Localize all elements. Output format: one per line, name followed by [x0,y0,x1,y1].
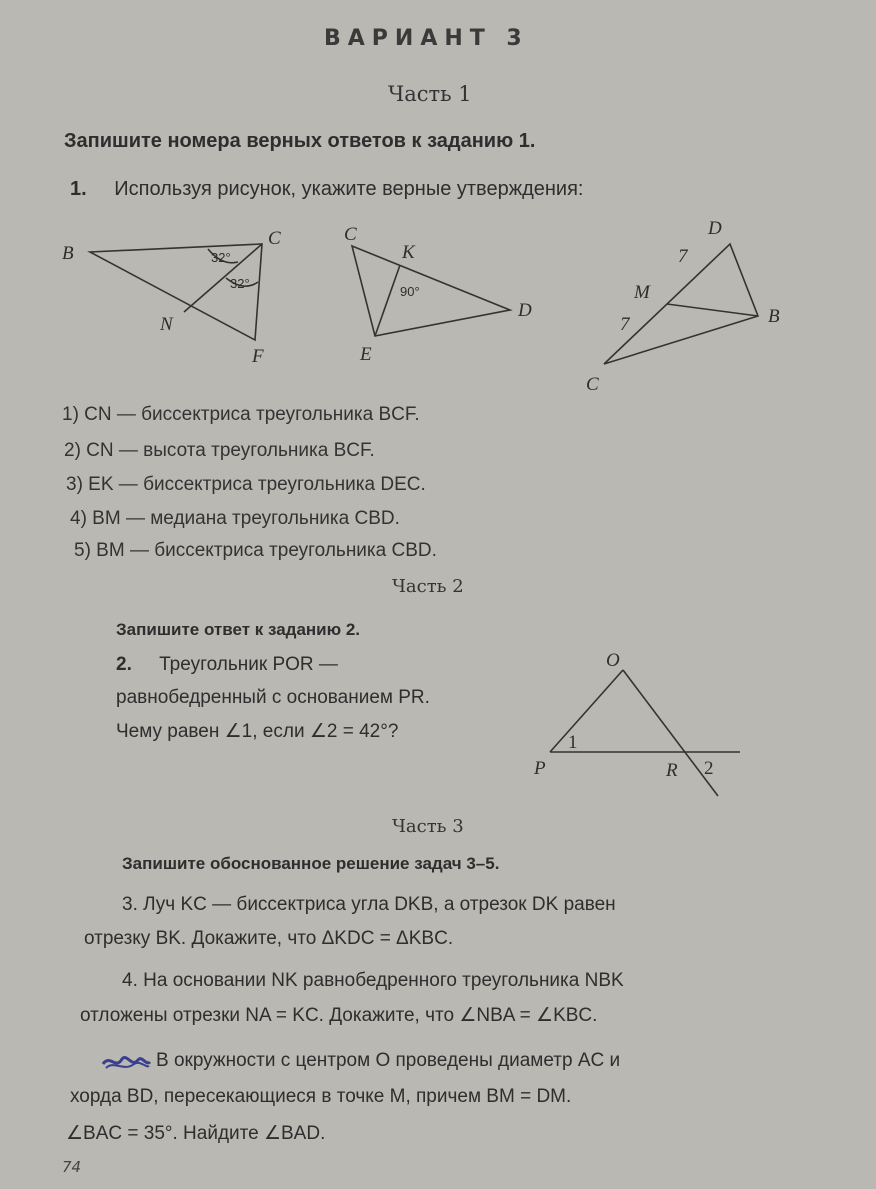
task1-figures [0,0,876,400]
figure3-label-m: M [634,282,650,303]
figure2-label-d: D [518,300,532,321]
figure1-outline [90,244,262,340]
option-2: 2) CN — высота треугольника BCF. [64,440,375,461]
figure1-label-n: N [160,314,173,335]
figure1-label-b: B [62,243,74,264]
figure2-triangle-dec [344,224,532,365]
figure3-label-b: B [768,306,780,327]
task2-text-1: Треугольник POR — [159,654,338,675]
option-3: 3) EK — биссектриса треугольника DEC. [66,474,426,495]
figure3-label-c: C [586,374,599,395]
figure2-outline [352,246,510,336]
option-1: 1) CN — биссектриса треугольника BCF. [62,404,420,425]
task2-line-3: Чему равен ∠1, если ∠2 = 42°? [116,721,399,742]
figure2-segment-ek [375,265,400,336]
task2-angle-2: 2 [704,758,714,779]
part1-instruction: Запишите номера верных ответов к заданию 1. [64,130,536,152]
task1-text: Используя рисунок, укажите верные утверждения: [114,178,584,200]
figure1-triangle-bcf [62,228,281,367]
task2-angle-1: 1 [568,732,578,753]
task4-line-1: 4. На основании NK равнобедренного треугольника NBK [122,970,624,991]
part2-title: Часть 2 [392,576,464,597]
figure3-seg-bottom: 7 [620,314,630,335]
option-5: 5) BM — биссектриса треугольника CBD. [74,540,437,561]
figure2-label-c: C [344,224,357,245]
page-number: 74 [62,1158,82,1176]
part3-title: Часть 3 [392,816,464,837]
scribble-stroke-2 [106,1063,149,1068]
figure1-angle-bottom: 32° [230,276,250,291]
task2-figure [520,640,760,810]
option-4: 4) BM — медиана треугольника CBD. [70,508,400,529]
task5-line-1: В окружности с центром O проведены диаметр AC и [156,1050,621,1071]
figure1-label-f: F [252,346,264,367]
scribble-stroke-1 [103,1058,150,1064]
figure1-angle-top: 32° [211,250,231,265]
task4-line-2: отложены отрезки NA = KC. Докажите, что ∠NBA = ∠KBC. [80,1005,598,1026]
task1-number: 1. [70,178,87,200]
part3-instruction: Запишите обоснованное решение задач 3–5. [122,854,500,873]
task5-line-3: ∠BAC = 35°. Найдите ∠BAD. [66,1123,326,1144]
task5-line-2: хорда BD, пересекающиеся в точке M, причем BM = DM. [70,1086,572,1107]
task2-line-2: равнобедренный с основанием PR. [116,687,430,708]
figure3-seg-top: 7 [678,246,688,267]
part1-title: Часть 1 [388,82,472,106]
figure2-angle: 90° [400,284,420,299]
figure2-label-e: E [360,344,372,365]
task2-number: 2. [116,654,132,675]
task2-label-p: P [534,758,546,779]
figure1-label-c: C [268,228,281,249]
task2-label-o: O [606,650,620,671]
task2-side-po [550,670,623,752]
figure3-triangle-cbd [586,218,780,395]
figure3-segment-bm [667,304,758,316]
task2-label-r: R [666,760,678,781]
figure3-label-d: D [708,218,722,239]
figure2-label-k: K [402,242,415,263]
task2-line-1 [116,654,338,676]
scribbled-number [100,1050,152,1074]
task3-line-1: 3. Луч KC — биссектриса угла DKB, а отрезок DK равен [122,894,616,915]
part2-instruction: Запишите ответ к заданию 2. [116,620,361,639]
variant-title: ВАРИАНТ 3 [324,26,529,51]
task3-line-2: отрезку BK. Докажите, что ΔKDC = ΔKBC. [84,928,454,949]
